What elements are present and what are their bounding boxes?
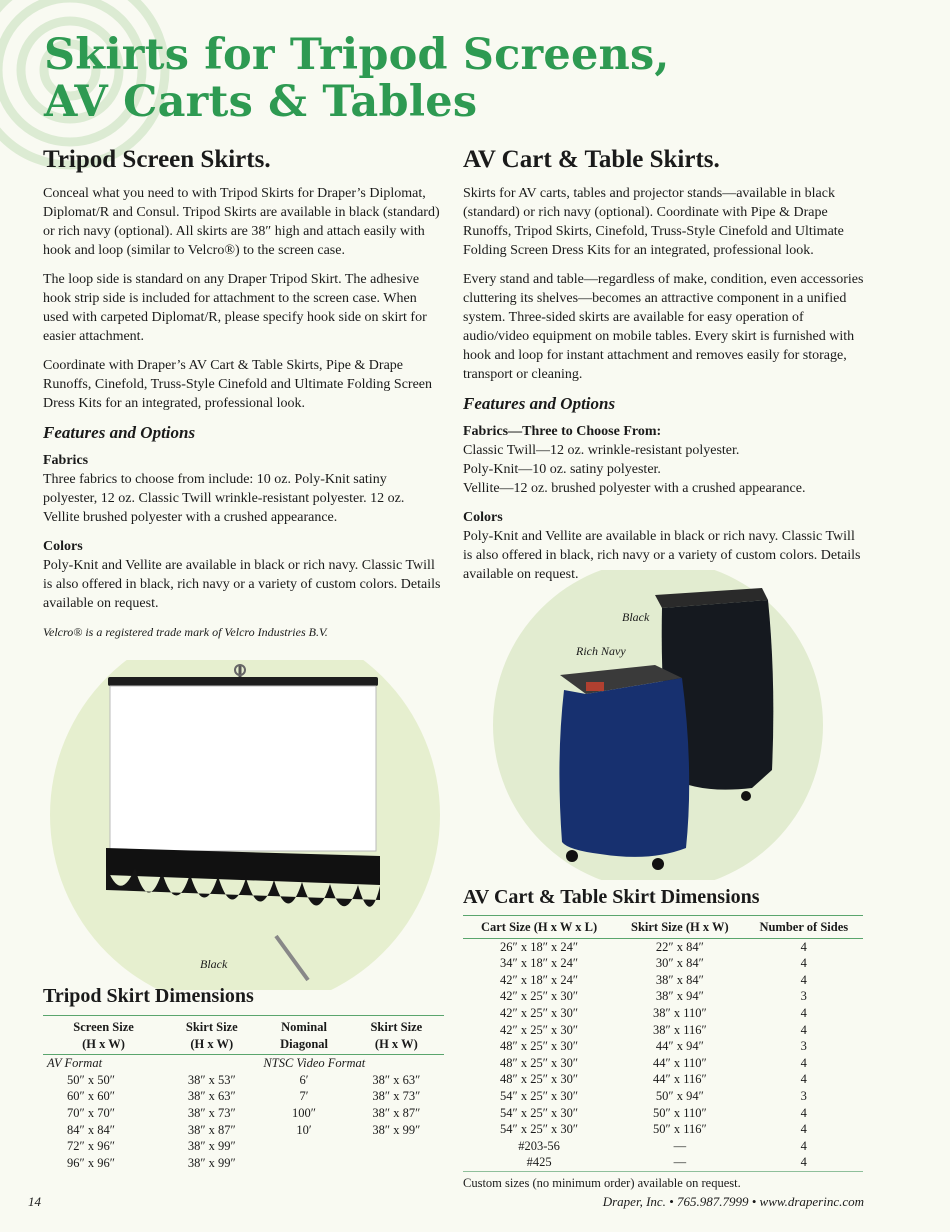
column-header: Skirt Size (H x W) bbox=[164, 1016, 259, 1055]
tripod-photo-caption: Black bbox=[200, 957, 228, 971]
table-row bbox=[463, 1138, 863, 1155]
table-cell: 38″ x 94″ bbox=[655, 989, 704, 1004]
black-cart-caption: Black bbox=[622, 610, 650, 624]
table-cell: 38″ x 99″ bbox=[372, 1122, 421, 1137]
page-title bbox=[44, 32, 670, 126]
fabric-item: Poly-Knit—10 oz. satiny polyester. bbox=[463, 462, 661, 477]
footer-contact: Draper, Inc. • 765.987.7999 • www.draperinc.com bbox=[602, 1194, 864, 1209]
fabric-item: Vellite—12 oz. brushed polyester with a crushed appearance. bbox=[463, 481, 806, 496]
table-cell: — bbox=[673, 1155, 687, 1170]
table-row bbox=[463, 1038, 863, 1055]
column-header: Cart Size (H x W x L) bbox=[463, 916, 615, 939]
table-cell: 4 bbox=[800, 956, 807, 971]
table-cell: 38″ x 63″ bbox=[187, 1089, 236, 1104]
table-cell: 38″ x 73″ bbox=[187, 1105, 236, 1120]
cart-skirts-heading: AV Cart & Table Skirts. bbox=[463, 146, 720, 173]
tripod-colors-text: Poly-Knit and Vellite are available in black or rich navy. Classic Twill is also offered in black, rich navy or a variety of custom colors. Details available on request. bbox=[43, 558, 441, 611]
table-row bbox=[463, 1055, 863, 1072]
table-cell: 4 bbox=[800, 1055, 807, 1070]
table-cell: 54″ x 25″ x 30″ bbox=[500, 1122, 579, 1137]
custom-sizes-note bbox=[463, 1171, 863, 1191]
table-cell: 4 bbox=[800, 1155, 807, 1170]
table-row bbox=[463, 1105, 863, 1122]
page-title-line-1: Skirts for Tripod Screens, bbox=[44, 30, 670, 80]
tripod-dimensions-table bbox=[43, 1015, 444, 1171]
cart-dimensions-title: AV Cart & Table Skirt Dimensions bbox=[463, 886, 760, 908]
cart-stand-paragraph: Every stand and table—regardless of make, condition, even accessories cluttering its shelves—becomes an attractive component in a unified system. Three-sided skirts are available for easy operation of audio/video equipment on mobile tables. Every skirt is furnished with hook and loop for instant attachment and removes easily for storage, transport or cleaning. bbox=[463, 272, 864, 382]
av-format-label: AV Format bbox=[47, 1056, 103, 1071]
table-cell: 50″ x 50″ bbox=[67, 1072, 115, 1087]
table-cell: 72″ x 96″ bbox=[67, 1139, 115, 1154]
table-cell: 38″ x 99″ bbox=[187, 1139, 236, 1154]
table-cell: #425 bbox=[526, 1155, 552, 1170]
tripod-skirts-section bbox=[43, 146, 443, 652]
table-row bbox=[463, 1121, 863, 1138]
table-cell: 4 bbox=[800, 1138, 807, 1153]
table-cell: 4 bbox=[800, 939, 807, 954]
table-row bbox=[43, 1138, 444, 1155]
table-cell: 38″ x 53″ bbox=[187, 1072, 236, 1087]
table-cell: 3 bbox=[800, 1088, 807, 1103]
column-header: Skirt Size (H x W) bbox=[349, 1016, 444, 1055]
table-cell: 4 bbox=[800, 1072, 807, 1087]
table-row bbox=[43, 1072, 444, 1089]
tripod-features-heading: Features and Options bbox=[43, 423, 196, 442]
table-row bbox=[463, 1022, 863, 1039]
table-cell: 4 bbox=[800, 1005, 807, 1020]
table-cell: 22″ x 84″ bbox=[655, 939, 704, 954]
column-header: Number of Sides bbox=[745, 916, 863, 939]
table-cell: 100″ bbox=[292, 1105, 317, 1120]
table-header-row bbox=[463, 916, 863, 939]
table-cell: 34″ x 18″ x 24″ bbox=[500, 956, 579, 971]
table-cell bbox=[259, 1155, 348, 1172]
table-cell: 48″ x 25″ x 30″ bbox=[500, 1055, 579, 1070]
table-cell: 38″ x 63″ bbox=[372, 1072, 421, 1087]
table-row bbox=[43, 1155, 444, 1172]
fabric-item: Classic Twill—12 oz. wrinkle-resistant polyester. bbox=[463, 443, 740, 458]
table-row bbox=[43, 1122, 444, 1139]
table-row bbox=[463, 972, 863, 989]
tripod-screen-photo bbox=[40, 660, 450, 990]
cart-colors-text: Poly-Knit and Vellite are available in black or rich navy. Classic Twill is also offered in black, rich navy or a variety of custom colors. Details available on request. bbox=[463, 529, 861, 582]
table-cell bbox=[349, 1138, 444, 1155]
cart-dimensions-table bbox=[463, 915, 863, 1171]
table-cell: 50″ x 110″ bbox=[653, 1105, 707, 1120]
cart-features-heading: Features and Options bbox=[463, 394, 616, 413]
table-cell: 38″ x 84″ bbox=[655, 972, 704, 987]
table-cell bbox=[259, 1138, 348, 1155]
table-cell: 50″ x 116″ bbox=[653, 1122, 707, 1137]
table-cell: 30″ x 84″ bbox=[655, 956, 704, 971]
av-cart-photo bbox=[490, 570, 830, 880]
table-row bbox=[463, 938, 863, 955]
table-cell: 42″ x 25″ x 30″ bbox=[500, 1022, 579, 1037]
table-cell: 70″ x 70″ bbox=[67, 1105, 115, 1120]
table-cell: 26″ x 18″ x 24″ bbox=[500, 939, 579, 954]
table-row bbox=[463, 988, 863, 1005]
table-header-row bbox=[43, 1016, 444, 1055]
table-row bbox=[43, 1105, 444, 1122]
tripod-coordinate-paragraph: Coordinate with Draper’s AV Cart & Table Skirts, Pipe & Drape Runoffs, Cinefold, Truss-Style Cinefold and Ultimate Folding Screen Dress Kits for an integrated, professional look. bbox=[43, 358, 433, 411]
table-row bbox=[463, 1088, 863, 1105]
table-cell: 38″ x 87″ bbox=[372, 1105, 421, 1120]
table-cell: 38″ x 110″ bbox=[653, 1005, 707, 1020]
table-row bbox=[463, 1071, 863, 1088]
navy-cart-caption: Rich Navy bbox=[576, 644, 626, 658]
ntsc-format-label: NTSC Video Format bbox=[263, 1056, 366, 1071]
table-cell: 4 bbox=[800, 1122, 807, 1137]
table-row bbox=[43, 1088, 444, 1105]
table-cell: 60″ x 60″ bbox=[67, 1089, 115, 1104]
table-cell: 38″ x 116″ bbox=[653, 1022, 707, 1037]
table-cell: 38″ x 99″ bbox=[187, 1155, 236, 1170]
table-cell: 44″ x 116″ bbox=[653, 1072, 707, 1087]
table-cell: 4 bbox=[800, 972, 807, 987]
table-cell: 48″ x 25″ x 30″ bbox=[500, 1072, 579, 1087]
table-cell: 10′ bbox=[296, 1122, 312, 1137]
table-cell: 42″ x 18″ x 24″ bbox=[500, 972, 579, 987]
cart-fabrics-heading: Fabrics—Three to Choose From: bbox=[463, 424, 662, 439]
table-cell: 54″ x 25″ x 30″ bbox=[500, 1088, 579, 1103]
tripod-intro-paragraph: Conceal what you need to with Tripod Skirts for Draper’s Diplomat, Diplomat/R and Consul. Tripod Skirts are available in black (standard) or rich navy (optional). All skirts are 38″ high and attach easily with hook and loop (similar to Velcro®) to the screen case. bbox=[43, 186, 440, 258]
table-row bbox=[463, 955, 863, 972]
table-cell: 7′ bbox=[299, 1089, 309, 1104]
table-cell: 54″ x 25″ x 30″ bbox=[500, 1105, 579, 1120]
table-cell: — bbox=[673, 1138, 687, 1153]
table-cell: 50″ x 94″ bbox=[655, 1088, 704, 1103]
cart-colors-heading: Colors bbox=[463, 510, 503, 525]
table-cell: 44″ x 94″ bbox=[655, 1039, 704, 1054]
page-number: 14 bbox=[28, 1194, 41, 1209]
table-cell: 3 bbox=[800, 1039, 807, 1054]
table-cell: #203-56 bbox=[518, 1138, 560, 1153]
cart-skirts-section bbox=[463, 146, 867, 594]
table-cell: 6′ bbox=[299, 1072, 309, 1087]
trademark-note: Velcro® is a registered trade mark of Velcro Industries B.V. bbox=[43, 625, 328, 639]
table-cell: 48″ x 25″ x 30″ bbox=[500, 1039, 579, 1054]
table-cell: 38″ x 73″ bbox=[372, 1089, 421, 1104]
table-row bbox=[463, 1154, 863, 1171]
table-cell: 84″ x 84″ bbox=[67, 1122, 115, 1137]
cart-intro-paragraph: Skirts for AV carts, tables and projector stands—available in black (standard) or rich navy (optional). Coordinate with Pipe & Drape Runoffs, Tripod Skirts, Cinefold, Truss-Style Cinefold and Ultimate Folding Screen Dress Kits for an integrated, professional look. bbox=[463, 186, 844, 258]
table-cell: 38″ x 87″ bbox=[187, 1122, 236, 1137]
table-cell: 42″ x 25″ x 30″ bbox=[500, 1005, 579, 1020]
tripod-dimensions-title: Tripod Skirt Dimensions bbox=[43, 985, 254, 1007]
page-title-line-2: AV Carts & Tables bbox=[44, 77, 478, 127]
table-cell: 4 bbox=[800, 1022, 807, 1037]
tripod-fabrics-text: Three fabrics to choose from include: 10 oz. Poly-Knit satiny polyester, 12 oz. Classic Twill wrinkle-resistant polyester. 12 oz. Vellite brushed polyester with a crushed appearance. bbox=[43, 472, 405, 525]
tripod-skirts-heading: Tripod Screen Skirts. bbox=[43, 146, 271, 173]
table-cell: 44″ x 110″ bbox=[653, 1055, 707, 1070]
column-header: Screen Size (H x W) bbox=[43, 1016, 164, 1055]
custom-sizes-text: Custom sizes (no minimum order) available on request. bbox=[463, 1171, 863, 1191]
column-header: Nominal Diagonal bbox=[259, 1016, 348, 1055]
table-cell: 4 bbox=[800, 1105, 807, 1120]
tripod-colors-heading: Colors bbox=[43, 539, 83, 554]
tripod-fabrics-heading: Fabrics bbox=[43, 453, 89, 468]
table-cell bbox=[349, 1155, 444, 1172]
table-cell: 96″ x 96″ bbox=[67, 1155, 115, 1170]
table-cell: 42″ x 25″ x 30″ bbox=[500, 989, 579, 1004]
table-row bbox=[463, 1005, 863, 1022]
table-cell: 3 bbox=[800, 989, 807, 1004]
tripod-loop-paragraph: The loop side is standard on any Draper Tripod Skirt. The adhesive hook strip side is included for attachment to the screen case. When used with carpeted Diplomat/R, please specify hook side on skirt for easier attachment. bbox=[43, 272, 427, 344]
table-subheader-row bbox=[43, 1055, 444, 1072]
column-header: Skirt Size (H x W) bbox=[615, 916, 744, 939]
